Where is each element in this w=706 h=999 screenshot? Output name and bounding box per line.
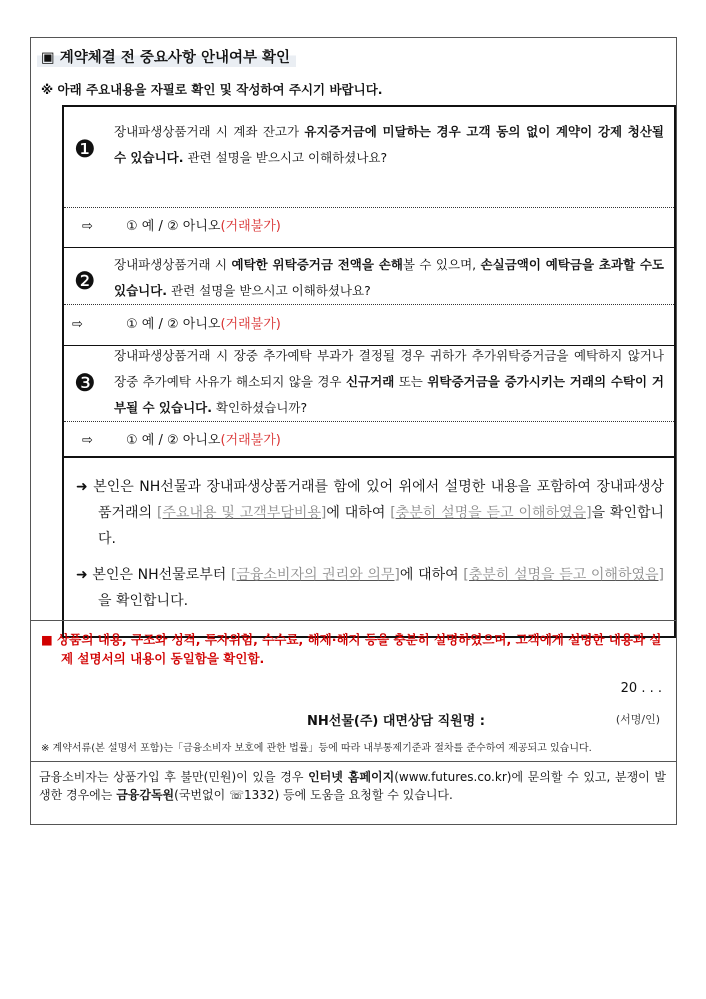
questions-box bbox=[62, 105, 676, 458]
answer-row-2[interactable] bbox=[64, 305, 674, 345]
answer-no-note: (거래불가) bbox=[220, 433, 281, 448]
handwrite-blank[interactable]: [금융소비자의 권리와 의무] bbox=[230, 567, 400, 583]
question-3 bbox=[64, 345, 674, 423]
arrow-right-icon: ⇨ bbox=[82, 219, 93, 234]
signature-label: NH선물(주) 대면상담 직원명 : bbox=[307, 714, 485, 729]
footer-notice: 금융소비자는 상품가입 후 불만(민원)이 있을 경우 인터넷 홈페이지(www.futures.co.kr)에 문의할 수 있고, 분쟁이 발생한 경우에는 금융감독원(국번없이 ☏1332) 등에 도움을 요청할 수 있습니다. bbox=[39, 770, 666, 802]
document-frame bbox=[30, 37, 677, 825]
answer-row-1[interactable] bbox=[64, 207, 674, 247]
arrow-right-icon: ➜ bbox=[76, 567, 88, 583]
confirmation-1: ➜ 본인은 NH선물과 장내파생상품거래를 함에 있어 위에서 설명한 내용을 포함하여 장내파생상품거래의 [주요내용 및 고객부담비용]에 대하여 [충분히 설명을 듣고 이해하였음]을 확인합니다. bbox=[76, 479, 665, 547]
question-number-1: ❶ bbox=[74, 135, 96, 163]
question-1 bbox=[64, 107, 674, 207]
legal-note: ※ 계약서류(본 설명서 포함)는「금융소비자 보호에 관한 법률」등에 따라 내부통제기준과 절차를 준수하여 제공되고 있습니다. bbox=[41, 743, 592, 754]
arrow-right-icon: ➜ bbox=[76, 479, 88, 495]
instruction-text: ※ 아래 주요내용을 자필로 확인 및 작성하여 주시기 바랍니다. bbox=[41, 82, 383, 97]
question-2-text: 장내파생상품거래 시 예탁한 위탁증거금 전액을 손해볼 수 있으며, 손실금액이 예탁금을 초과할 수도 있습니다. 관련 설명을 받으시고 이해하셨나요? bbox=[114, 257, 665, 298]
question-2 bbox=[64, 247, 674, 305]
answer-no-note: (거래불가) bbox=[220, 317, 281, 332]
divider bbox=[31, 620, 676, 621]
question-1-text: 장내파생상품거래 시 계좌 잔고가 유지증거금에 미달하는 경우 고객 동의 없이 계약이 강제 청산될 수 있습니다. 관련 설명을 받으시고 이해하셨나요? bbox=[114, 124, 664, 165]
arrow-right-icon: ⇨ bbox=[82, 433, 93, 448]
handwrite-blank[interactable]: [충분히 설명을 듣고 이해하였음] bbox=[463, 567, 664, 583]
arrow-right-icon: ⇨ bbox=[72, 317, 83, 332]
confirmation-box bbox=[62, 456, 676, 638]
handwrite-blank[interactable]: [충분히 설명을 듣고 이해하였음] bbox=[390, 505, 592, 521]
signature-field[interactable]: (서명/인) bbox=[615, 713, 660, 726]
handwrite-blank[interactable]: [주요내용 및 고객부담비용] bbox=[156, 505, 327, 521]
divider bbox=[31, 761, 676, 762]
employee-confirmation: ■ 상품의 내용, 구조와 성격, 투자위험, 수수료, 해제·해지 등을 충분히 설명하였으며, 고객에게 설명한 내용과 실제 설명서의 내용이 동일함을 확인함. bbox=[41, 632, 662, 666]
square-bullet-icon: ■ bbox=[41, 632, 53, 647]
answer-options[interactable]: ① 예 / ② 아니오 bbox=[126, 219, 221, 234]
page-title: ▣ 계약체결 전 중요사항 안내여부 확인 bbox=[37, 46, 296, 67]
date-field[interactable]: 20 . . . bbox=[620, 681, 662, 696]
question-number-3: ❸ bbox=[74, 369, 96, 397]
confirmation-2: ➜ 본인은 NH선물로부터 [금융소비자의 권리와 의무]에 대하여 [충분히 설명을 듣고 이해하였음]을 확인합니다. bbox=[76, 567, 664, 609]
answer-no-note: (거래불가) bbox=[220, 219, 281, 234]
answer-row-3[interactable] bbox=[64, 422, 674, 460]
question-3-text: 장내파생상품거래 시 장중 추가예탁 부과가 결정될 경우 귀하가 추가위탁증거금을 예탁하지 않거나 장중 추가예탁 사유가 해소되지 않을 경우 신규거래 또는 위탁증거금을 증가시키는 거래의 수탁이 거부될 수 있습니다. 확인하셨습니까? bbox=[114, 348, 664, 415]
answer-options[interactable]: ① 예 / ② 아니오 bbox=[126, 317, 221, 332]
question-number-2: ❷ bbox=[74, 267, 96, 295]
answer-options[interactable]: ① 예 / ② 아니오 bbox=[126, 433, 221, 448]
